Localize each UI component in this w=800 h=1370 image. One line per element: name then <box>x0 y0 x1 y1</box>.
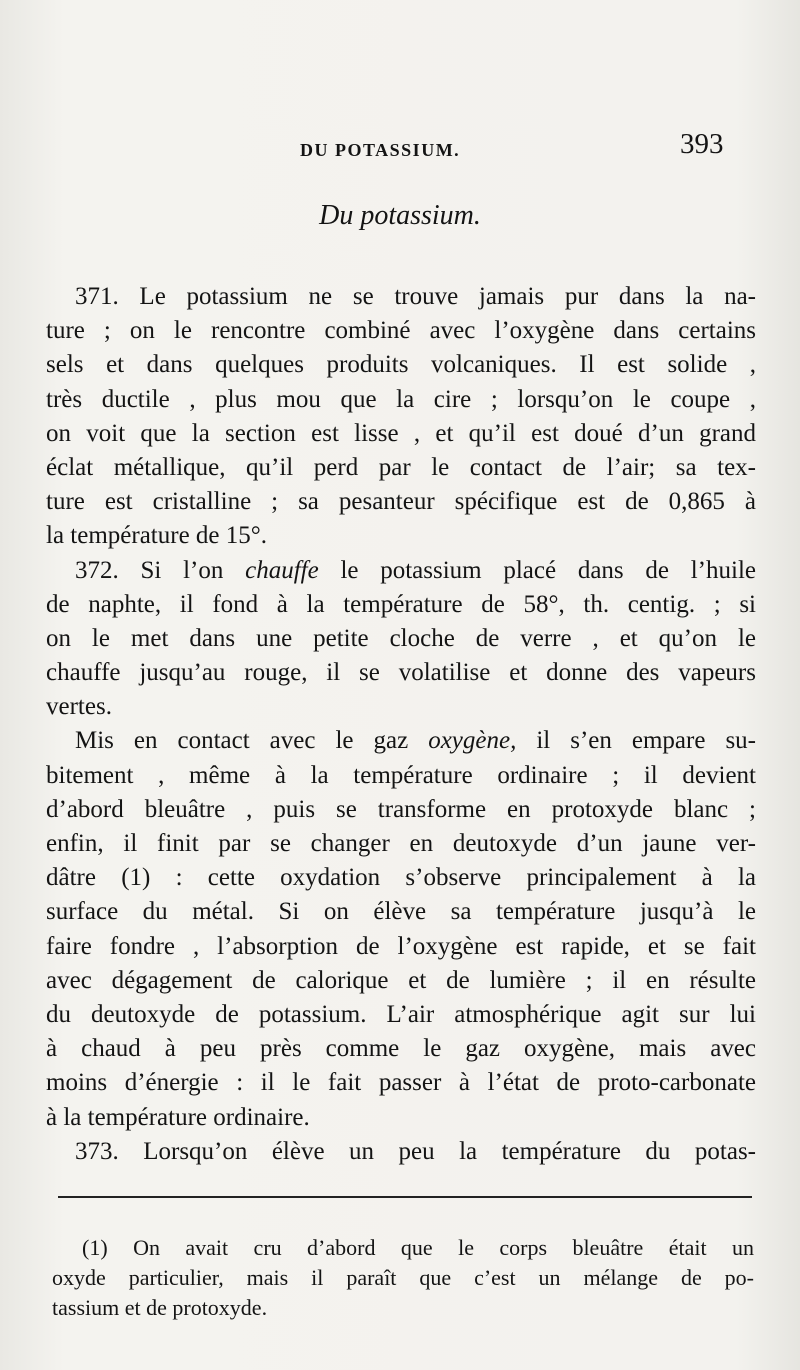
text-line: à la température ordinaire. <box>46 1103 310 1131</box>
text-line: dâtre (1) : cette oxydation s’observe principalement à la <box>46 864 756 892</box>
footnote-line: tassium et de protoxyde. <box>52 1295 268 1320</box>
footnote-line: oxyde particulier, mais il paraît que c’est un mélange de po- <box>52 1265 754 1290</box>
text-line: à chaud à peu près comme le gaz oxygène, mais avec <box>46 1035 756 1063</box>
section-title: Du potassium. <box>319 200 481 231</box>
text-line: surface du métal. Si on élève sa température jusqu’à le <box>46 898 756 926</box>
text-line: du deutoxyde de potassium. L’air atmosphérique agit sur lui <box>46 1000 756 1028</box>
text-line: ture ; on le rencontre combiné avec l’oxygène dans certains <box>46 317 756 345</box>
text-line: très ductile , plus mou que la cire ; lorsqu’on le coupe , <box>46 385 756 413</box>
text-line: moins d’énergie : il le fait passer à l’état de proto-carbonate <box>46 1069 756 1097</box>
text-line: 371. Le potassium ne se trouve jamais pur dans la na- <box>75 283 756 310</box>
text-line: 373. Lorsqu’on élève un peu la température du potas- <box>75 1137 756 1165</box>
text-line: avec dégagement de calorique et de lumière ; il en résulte <box>46 966 756 994</box>
footnote-line: (1) On avait cru d’abord que le corps bleuâtre était un <box>82 1235 754 1260</box>
text-line: on le met dans une petite cloche de verre , et qu’on le <box>46 624 756 652</box>
text-line: de naphte, il fond à la température de 58°, th. centig. ; si <box>46 590 756 618</box>
text-line: Mis en contact avec le gaz oxygène, il s’en empare su- <box>75 727 756 755</box>
text-line: enfin, il finit par se changer en deutoxyde d’un jaune ver- <box>46 830 756 857</box>
text-line: ture est cristalline ; sa pesanteur spécifique est de 0,865 à <box>46 488 756 516</box>
text-line: chauffe jusqu’au rouge, il se volatilise et donne des vapeurs <box>46 659 756 687</box>
text-line: on voit que la section est lisse , et qu’il est doué d’un grand <box>46 419 756 447</box>
text-line: faire fondre , l’absorption de l’oxygène est rapide, et se fait <box>46 932 756 960</box>
text-line: bitement , même à la température ordinaire ; il devient <box>46 761 756 789</box>
body-text <box>46 280 756 1169</box>
page-header <box>0 128 800 168</box>
text-line: éclat métallique, qu’il perd par le contact de l’air; sa tex- <box>46 453 756 481</box>
footnote <box>52 1233 754 1323</box>
text-line: d’abord bleuâtre , puis se transforme en protoxyde blanc ; <box>46 795 756 823</box>
text-line: la température de 15°. <box>46 522 268 550</box>
text-line: 372. Si l’on chauffe le potassium placé dans de l’huile <box>75 556 756 584</box>
footnote-rule <box>58 1196 752 1198</box>
text-line: vertes. <box>46 693 112 721</box>
running-head: DU POTASSIUM. <box>300 140 461 160</box>
page-number: 393 <box>680 128 724 160</box>
text-line: sels et dans quelques produits volcaniques. Il est solide , <box>46 351 756 379</box>
